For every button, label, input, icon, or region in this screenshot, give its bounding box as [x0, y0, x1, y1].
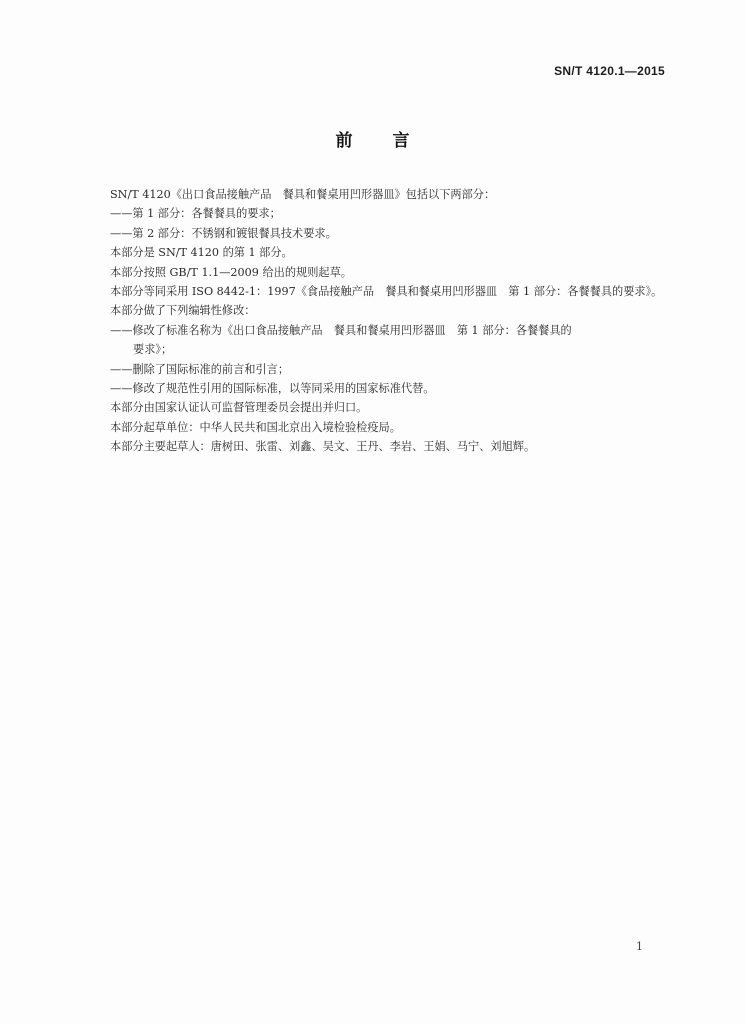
page-number: 1 [636, 940, 643, 953]
paragraph-drafters: 本部分主要起草人：唐树田、张雷、刘鑫、吴文、王丹、李岩、王娟、马宁、刘旭辉。 [110, 440, 536, 454]
paragraph-drafting-rules: 本部分按照 GB/T 1.1—2009 给出的规则起草。 [110, 265, 352, 279]
paragraph-scope: SN/T 4120《出口食品接触产品 餐具和餐桌用凹形器皿》包括以下两部分： [110, 188, 496, 201]
page-title: 前言 [335, 131, 450, 151]
list-item-part-2: ——第 2 部分：不锈钢和镀银餐具技术要求。 [110, 226, 337, 240]
paragraph-drafting-unit: 本部分起草单位：中华人民共和国北京出入境检验检疫局。 [110, 420, 401, 434]
list-item-change-title: ——修改了标准名称为《出口食品接触产品 餐具和餐桌用凹形器皿 第 1 部分：各餐餐具的 [110, 323, 572, 337]
standard-code: SN/T 4120.1—2015 [554, 64, 665, 78]
paragraph-editorial-changes: 本部分做了下列编辑性修改： [110, 304, 256, 318]
list-item-change-foreword: ——删除了国际标准的前言和引言； [110, 362, 290, 376]
list-item-part-1: ——第 1 部分：各餐餐具的要求； [110, 207, 281, 221]
paragraph-part-statement: 本部分是 SN/T 4120 的第 1 部分。 [110, 246, 293, 260]
list-item-change-references: ——修改了规范性引用的国际标准，以等同采用的国家标准代替。 [110, 382, 435, 396]
paragraph-iso-adoption: 本部分等同采用 ISO 8442-1：1997《食品接触产品 餐具和餐桌用凹形器皿 第 1 部分：各餐餐具的要求》。 [110, 285, 663, 299]
list-item-change-title-continued: 要求》； [133, 343, 173, 357]
paragraph-proposer: 本部分由国家认证认可监督管理委员会提出并归口。 [110, 401, 368, 415]
foreword-body [85, 185, 670, 457]
